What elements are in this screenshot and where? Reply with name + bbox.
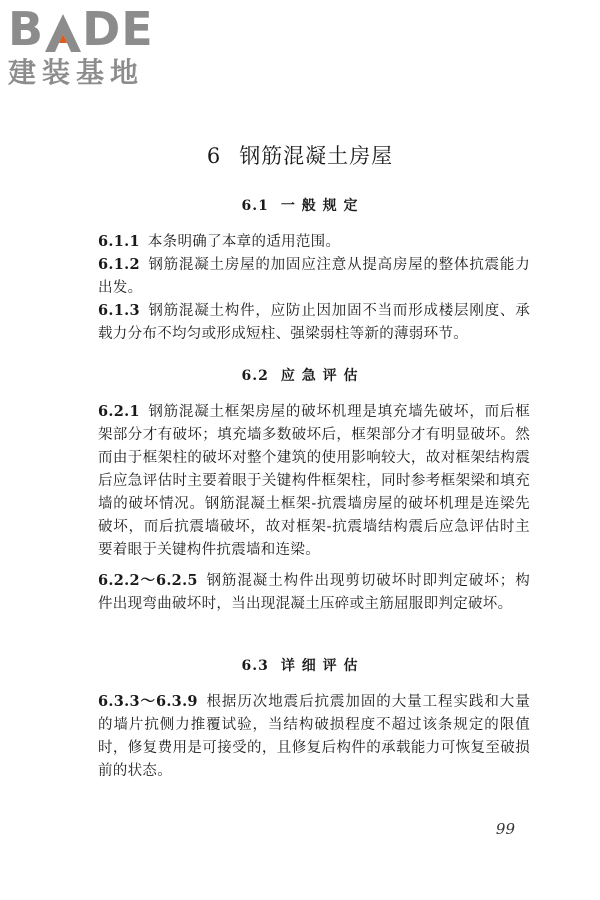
- section-heading: [0, 365, 600, 385]
- logo-wordmark: [8, 4, 178, 54]
- clause-number: 6.2.2～6.2.5: [98, 572, 198, 589]
- clause-number: 6.1.2: [98, 256, 140, 273]
- section-number: 6.3: [241, 658, 269, 674]
- clause-text: 钢筋混凝土构件出现剪切破坏时即判定破坏；构件出现弯曲破坏时，当出现混凝土压碎或主筋屈服即判定破坏。: [98, 573, 530, 612]
- clause-paragraph: [98, 230, 530, 254]
- clause-paragraph: [98, 400, 530, 562]
- clause-text: 钢筋混凝土框架房屋的破坏机理是填充墙先破坏，而后框架部分才有破坏；填充墙多数破坏后，框架部分才有明显破坏。然而由于框架柱的破坏对整个建筑的使用影响较大，故对框架结构震后应急评估时主要着眼于关键构件框架柱，同时参考框架梁和填充墙的破坏情况。钢筋混凝土框架-抗震墙房屋的破坏机理是连梁先破坏，而后抗震墙破坏，故对框架-抗震墙结构震后应急评估时主要着眼于关键构件抗震墙和连梁。: [98, 404, 530, 558]
- page-number: 99: [495, 820, 515, 838]
- section-heading: [0, 655, 600, 675]
- clause-paragraph: [98, 690, 530, 783]
- logo-letter-a: [44, 12, 82, 54]
- clause-paragraph: [98, 299, 530, 346]
- section-heading: [0, 195, 600, 215]
- clause-number: 6.3.3～6.3.9: [98, 693, 198, 710]
- section-title: 详 细 评 估: [280, 658, 359, 674]
- logo-letters-de: DE: [82, 2, 154, 56]
- clause-text: 钢筋混凝土构件，应防止因加固不当而形成楼层刚度、承载力分布不均匀或形成短柱、强梁弱柱等新的薄弱环节。: [98, 303, 530, 342]
- chapter-heading: [0, 140, 600, 170]
- clause-text: 根据历次地震后抗震加固的大量工程实践和大量的墙片抗侧力推覆试验，当结构破损程度不超过该条规定的限值时，修复费用是可接受的，且修复后构件的承载能力可恢复至破损前的状态。: [98, 694, 530, 779]
- section-number: 6.2: [241, 368, 269, 384]
- clause-paragraph: [98, 253, 530, 300]
- logo-letter-b: B: [8, 2, 45, 56]
- chapter-title: 钢筋混凝土房屋: [239, 144, 394, 168]
- clause-paragraph: [98, 569, 530, 616]
- clause-number: 6.1.3: [98, 302, 140, 319]
- clause-text: 钢筋混凝土房屋的加固应注意从提高房屋的整体抗震能力出发。: [98, 257, 530, 296]
- clause-text: 本条明确了本章的适用范围。: [147, 234, 341, 250]
- section-title: 一 般 规 定: [280, 198, 359, 214]
- logo-a-triangle-icon: [44, 12, 82, 54]
- section-title: 应 急 评 估: [280, 368, 359, 384]
- clause-number: 6.2.1: [98, 403, 140, 420]
- chapter-number: 6: [206, 144, 222, 168]
- clause-number: 6.1.1: [98, 233, 140, 250]
- bade-logo: [8, 4, 178, 96]
- section-number: 6.1: [241, 198, 269, 214]
- logo-subtitle: 建装基地: [8, 56, 145, 89]
